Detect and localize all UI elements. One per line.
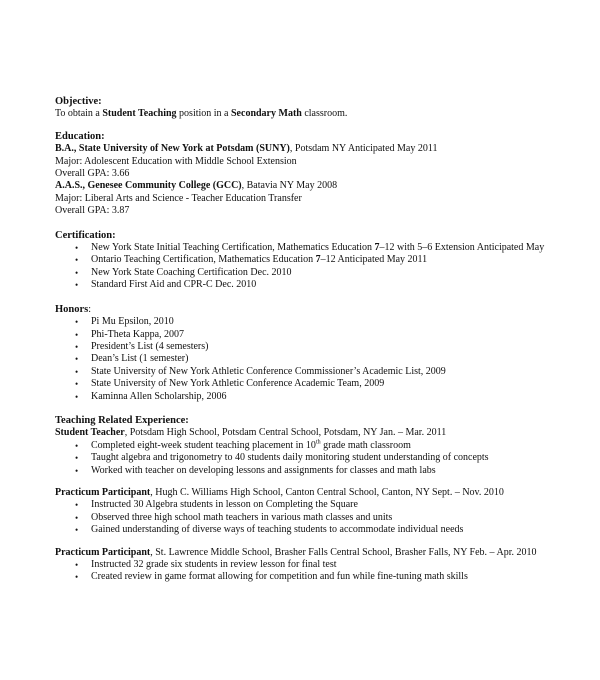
degree-1-major: Major: Adolescent Education with Middle School Extension: [55, 155, 297, 167]
objective-heading: Objective:: [55, 96, 102, 107]
list-item: • State University of New York Athletic Conference Academic Team, 2009: [55, 378, 575, 390]
degree-2-line: A.A.S., Genesee Community College (GCC), Batavia NY May 2008: [55, 180, 338, 192]
job-duties-list: [55, 559, 575, 584]
honors-list: [55, 316, 575, 403]
degree-2-gpa: Overall GPA: 3.87: [55, 205, 130, 217]
list-item: • Instructed 32 grade six students in review lesson for final test: [55, 559, 575, 571]
job-entry: [55, 427, 575, 477]
resume-body: [55, 96, 575, 584]
list-item: • Kaminna Allen Scholarship, 2006: [55, 391, 575, 403]
list-item: • Created review in game format allowing for competition and fun while fine-tuning math skills: [55, 571, 575, 583]
experience-section: [55, 415, 575, 584]
job-entry: [55, 487, 575, 537]
degree-2-major: Major: Liberal Arts and Science - Teacher Education Transfer: [55, 192, 302, 204]
job-title-line: Practicum Participant, Hugh C. Williams High School, Canton Central School, Canton, NY Sept. – Nov. 2010: [55, 486, 504, 498]
objective-text: To obtain a Student Teaching position in a Secondary Math classroom.: [55, 108, 348, 120]
list-item: • Worked with teacher on developing lessons and assignments for classes and math labs: [55, 465, 575, 477]
job-entry: [55, 547, 575, 584]
list-item: • Ontario Teaching Certification, Mathematics Education 7–12 Anticipated May 2011: [55, 254, 575, 266]
list-item: • Standard First Aid and CPR-C Dec. 2010: [55, 279, 575, 291]
list-item: • Instructed 30 Algebra students in lesson on Completing the Square: [55, 499, 575, 511]
list-item: • State University of New York Athletic Conference Commissioner’s Academic List, 2009: [55, 366, 575, 378]
certification-list: [55, 242, 575, 292]
education-section: [55, 131, 575, 218]
list-item: • New York State Initial Teaching Certification, Mathematics Education 7–12 with 5–6 Extension Anticipated May: [55, 242, 575, 254]
job-duties-list: [55, 440, 575, 477]
education-heading: Education:: [55, 130, 105, 142]
degree-1-gpa: Overall GPA: 3.66: [55, 168, 130, 180]
degree-1-line: B.A., State University of New York at Potsdam (SUNY), Potsdam NY Anticipated May 2011: [55, 143, 438, 155]
list-item: • Gained understanding of diverse ways of teaching students to accommodate individual needs: [55, 524, 575, 536]
certification-section: [55, 230, 575, 292]
list-item: • Observed three high school math teachers in various math classes and units: [55, 512, 575, 524]
list-item: • Dean’s List (1 semester): [55, 353, 575, 365]
experience-heading: Teaching Related Experience:: [55, 414, 189, 426]
list-item: • Completed eight-week student teaching placement in 10th grade math classroom: [55, 440, 575, 452]
list-item: • New York State Coaching Certification Dec. 2010: [55, 267, 575, 279]
list-item: • Taught algebra and trigonometry to 40 students daily monitoring student understanding of concepts: [55, 452, 575, 464]
objective-section: [55, 96, 575, 121]
job-duties-list: [55, 499, 575, 536]
job-title-line: Practicum Participant, St. Lawrence Middle School, Brasher Falls Central School, Brasher Falls, NY Feb. – Apr. 2010: [55, 546, 537, 558]
list-item: • President’s List (4 semesters): [55, 341, 575, 353]
honors-heading: Honors:: [55, 303, 92, 315]
certification-heading: Certification:: [55, 229, 116, 241]
list-item: • Phi-Theta Kappa, 2007: [55, 329, 575, 341]
list-item: • Pi Mu Epsilon, 2010: [55, 316, 575, 328]
honors-section: [55, 304, 575, 403]
job-title-line: Student Teacher, Potsdam High School, Potsdam Central School, Potsdam, NY Jan. – Mar. 2011: [55, 427, 447, 439]
